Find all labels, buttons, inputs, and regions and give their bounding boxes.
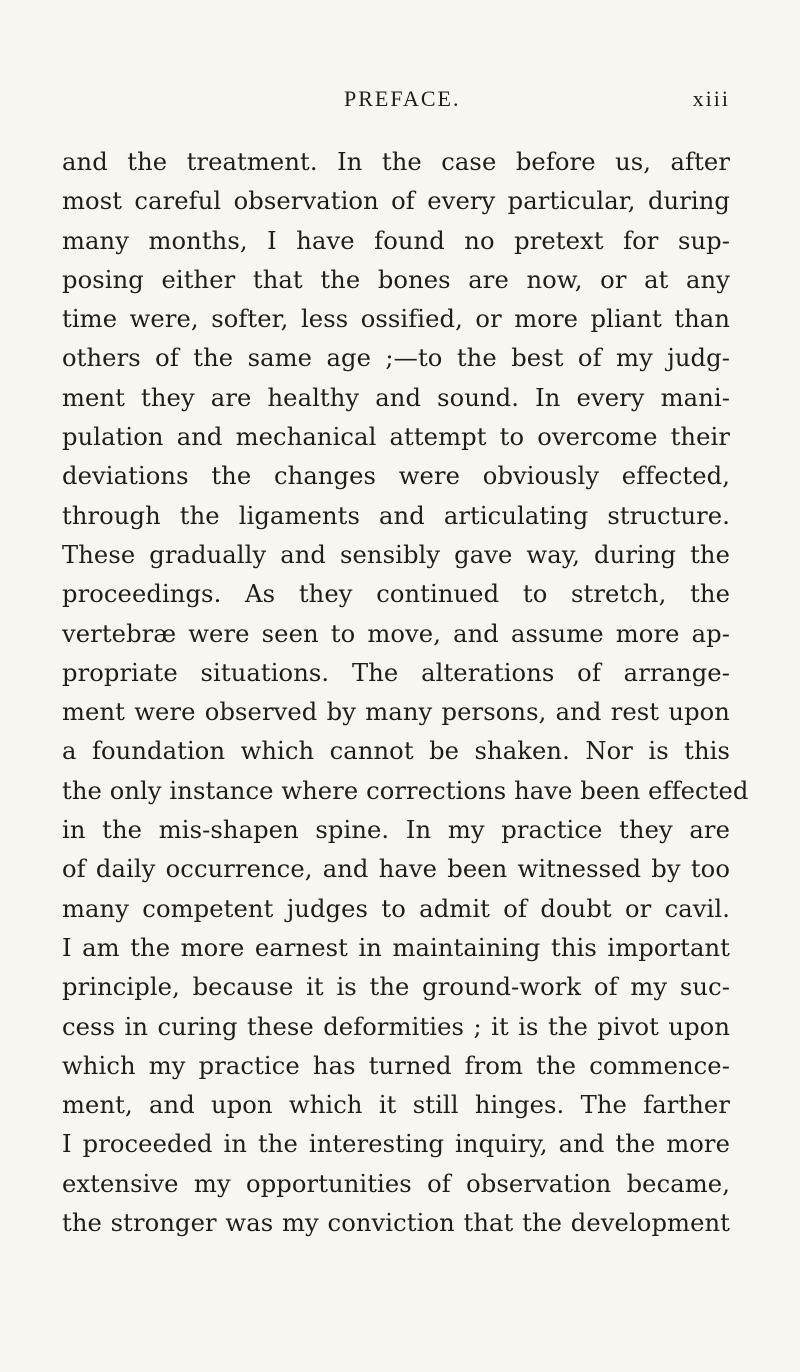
body-text (62, 143, 749, 1243)
text-line: many months, I have found no pretext for sup- (62, 226, 730, 255)
text-line: others of the same age ;—to the best of my judg- (62, 344, 730, 373)
text-line: time were, softer, less ossified, or more pliant than (62, 305, 730, 334)
text-line: of daily occurrence, and have been witnessed by too (62, 855, 730, 884)
text-line: extensive my opportunities of observation became, (62, 1169, 730, 1198)
text-line: vertebræ were seen to move, and assume more ap- (62, 619, 730, 648)
text-line: I am the more earnest in maintaining this important (62, 933, 730, 962)
page-number: xiii (692, 86, 730, 111)
text-line: many competent judges to admit of doubt or cavil. (62, 894, 730, 923)
text-line: ment, and upon which it still hinges. The farther (62, 1091, 730, 1120)
text-line: pulation and mechanical attempt to overcome their (62, 423, 730, 452)
text-line: most careful observation of every particular, during (62, 187, 730, 216)
text-line: and the treatment. In the case before us, after (62, 148, 730, 176)
text-line: the stronger was my conviction that the development (62, 1209, 730, 1238)
text-line: I proceeded in the interesting inquiry, and the more (62, 1130, 730, 1159)
text-line: through the ligaments and articulating structure. (62, 501, 730, 530)
text-line: These gradually and sensibly gave way, during the (62, 540, 730, 569)
text-line: cess in curing these deformities ; it is the pivot upon (62, 1012, 730, 1041)
running-title: PREFACE. (344, 86, 461, 111)
text-line: deviations the changes were obviously effected, (62, 462, 730, 491)
text-line: in the mis-shapen spine. In my practice they are (62, 816, 730, 845)
running-head (62, 86, 730, 118)
text-line: a foundation which cannot be shaken. Nor is this (62, 737, 730, 766)
text-line: which my practice has turned from the commence- (62, 1051, 730, 1080)
text-line: proceedings. As they continued to stretch, the (62, 580, 730, 609)
text-line: propriate situations. The alterations of arrange- (62, 658, 730, 687)
text-line: the only instance where corrections have been effected (62, 776, 749, 805)
text-line: principle, because it is the ground-work of my suc- (62, 973, 730, 1002)
text-line: posing either that the bones are now, or at any (62, 265, 730, 294)
text-line: ment were observed by many persons, and rest upon (62, 698, 730, 727)
text-line: ment they are healthy and sound. In every mani- (62, 383, 730, 412)
